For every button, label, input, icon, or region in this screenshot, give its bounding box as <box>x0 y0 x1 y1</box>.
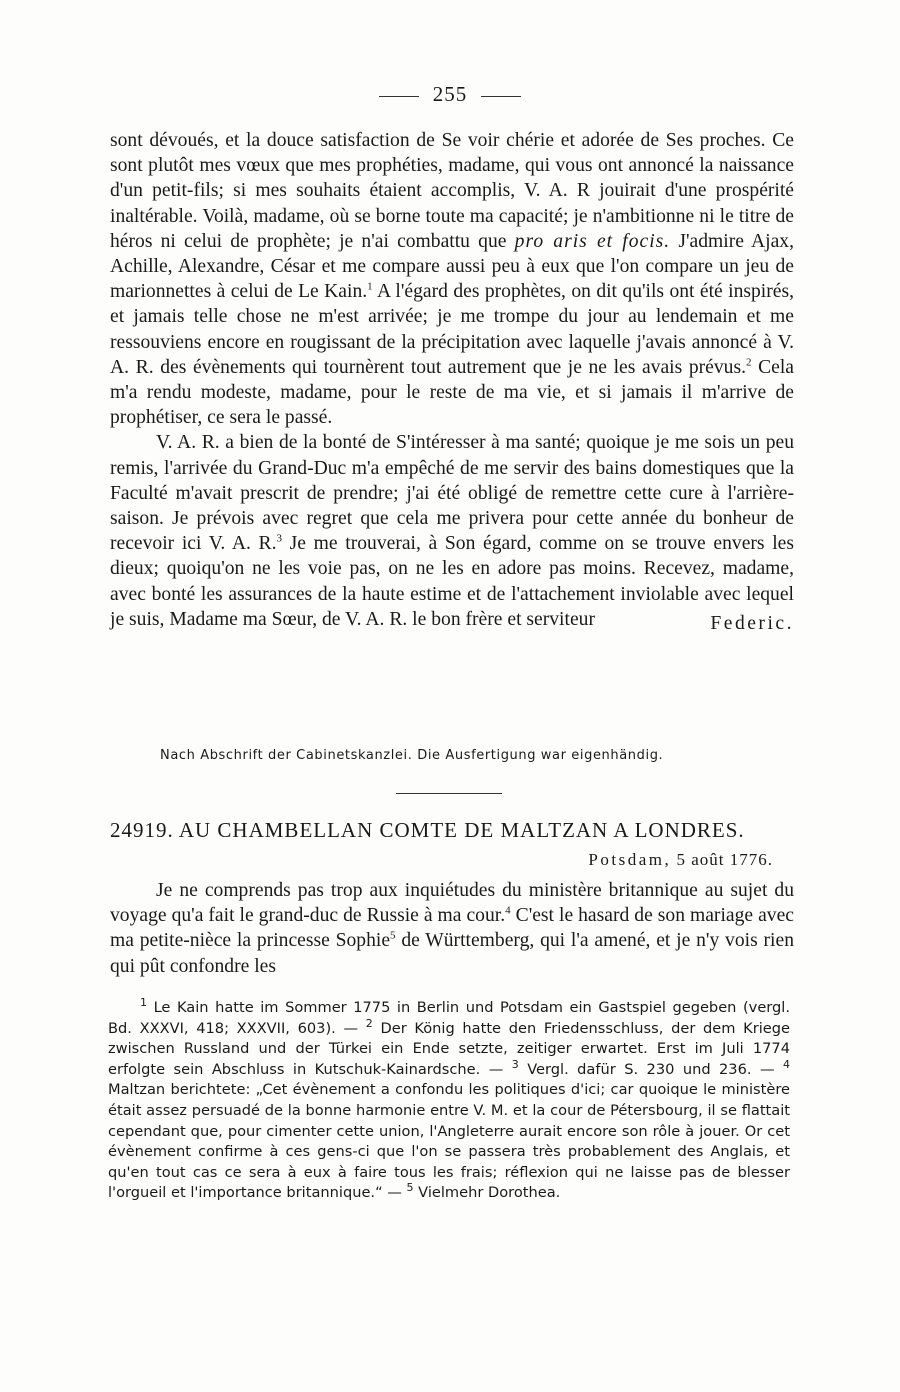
letter-text-segment: Je ne comprends pas trop aux inquiétudes du ministère britannique au sujet du voyage qu'a fait le grand-duc de Russie à ma cour. <box>110 880 794 927</box>
letter-text-segment: C'est le hasard de son mariage avec ma petite-nièce la princesse Sophie <box>110 905 794 952</box>
letter-text-segment: Cela m'a rendu modeste, madame, pour le reste de ma vie, et si jamais il m'arrive de prophétiser, ce sera le passé. <box>110 356 794 429</box>
footnote-4: Maltzan berichtete: „Cet évènement a confondu les politiques d'ici; car quoique le ministère était assez persuadé de la bonne harmonie entre V. M. et la cour de Pétersbourg, il se flattait cependant que, pour cimenter cette union, l'Angleterre aurait encore son rôle à jouer. Or cet évènement confirme à ces gens-ci que l'on se passera très probablement des Anglais, et qu'en tout cas ce sera à eux à faire tous les frais; réflexion qui ne laisse pas de blesser l'orgueil et l'importance britannique.“ — <box>108 1081 790 1202</box>
footnote-3: Vergl. dafür S. 230 und 236. — <box>527 1060 775 1078</box>
dateline <box>588 850 773 870</box>
letter-body <box>110 128 794 636</box>
next-letter-paragraph <box>110 878 794 979</box>
letter-paragraph-1 <box>110 128 794 430</box>
page-number: 255 <box>432 82 468 106</box>
letter-text-segment: A l'égard des prophètes, on dit qu'ils ont été inspirés, et jamais telle chose ne m'est arrivée; je me trompe du jour au lendemain et me ressouviens encore en rougissant de la précipitation avec laquelle j'avais annoncé à V. A. R. des évènements qui tournèrent tout autrement que je ne les avais prévus. <box>110 281 794 378</box>
letter-number: 24919. <box>110 818 174 842</box>
signature: Federic. <box>710 612 794 634</box>
footnotes <box>108 998 790 1204</box>
letter-text-segment: J'admire Ajax, Achille, Alexandre, César et me compare aussi peu à eux que l'on compare un jeu de marionnettes à celui de Le Kain. <box>110 230 794 303</box>
section-divider <box>396 793 502 794</box>
footnote-ref-4: 4 <box>505 904 511 917</box>
header-dash-left <box>379 96 419 97</box>
letter-text-segment: de Württemberg, qui l'a amené, et je n'y vois rien qui pût confondre les <box>110 930 794 977</box>
place: Potsdam, <box>588 850 672 869</box>
letter-paragraph-2 <box>110 430 794 632</box>
letter-heading <box>110 818 794 843</box>
footnote-2: Der König hatte den Friedensschluss, der dem Kriege zwischen Russland und der Türkei ein Ende setzte, zeitiger erwartet. Erst im Juli 1774 erfolgte sein Abschluss in Kutschuk-Kainardsche. — <box>108 1019 791 1078</box>
footnote-5: Vielmehr Dorothea. <box>418 1184 561 1202</box>
footnote-ref-2: 2 <box>745 356 752 369</box>
page-header <box>0 82 900 107</box>
letter-text-segment: sont dévoués, et la douce satisfaction de Se voir chérie et adorée de Ses proches. Ce sont plutôt mes vœux que mes prophéties, madame, qui vous ont annoncé la naissance d'un petit-fils; si mes souhaits étaient accomplis, V. A. R jouirait d'une prospérité inaltérable. Voilà, madame, où se borne toute ma capacité; je n'ambitionne ni le titre de héros ni celui de prophète; je n'ai combattu que <box>110 130 794 252</box>
next-letter-body <box>110 878 794 979</box>
letter-text-segment: Je me trouverai, à Son égard, comme on se trouve envers les dieux; quoiqu'on ne les voie pas, on ne les en adore pas moins. Recevez, madame, avec bonté les assurances de la haute estime et de l'attachement inviolable avec lequel je suis, Madame ma Sœur, de V. A. R. le bon frère et serviteur <box>110 533 794 630</box>
footnote-ref-1: 1 <box>367 280 373 293</box>
footnote-block: $^1$ Le Kain hatte im Sommer 1775 in Berlin und Potsdam ein Gastspiel gegeben (vergl. Bd. XXXVI, 418; XXXVII, 603). — $^2$ Der König hatte den Friedensschluss, der dem Kriege zwischen Russland und der Türkei ein Ende setzte, zeitiger erwartet. Erst im Juli 1774 erfolgte sein Abschluss in Kutschuk-Kainardsche. — $^3$ Vergl. dafür S. 230 und 236. — $^4$ Maltzan berichtete: „Cet évènement a confondu les politiques d'ici; car quoique le ministère était assez persuadé de la bonne harmonie entre V. M. et la cour de Pétersbourg, il se flattait cependant que, pour cimenter cette union, l'Angleterre aurait encore son rôle à jouer. Or cet évènement confirme à ces gens-ci que l'on se passera très probablement des Anglais, et qu'en tout cas ce sera à eux à faire tous les frais; réflexion qui ne laisse pas de blesser l'orgueil et l'importance britannique.“ — $^5$ Vielmehr Dorothea. <box>108 996 791 1202</box>
source-note: Nach Abschrift der Cabinetskanzlei. Die Ausfertigung war eigenhändig. <box>160 748 664 763</box>
footnote-ref-3: 3 <box>276 532 283 545</box>
letter-title: AU CHAMBELLAN COMTE DE MALTZAN A LONDRES. <box>178 818 745 842</box>
footnote-1: Le Kain hatte im Sommer 1775 in Berlin und Potsdam ein Gastspiel gegeben (vergl. Bd. XXXVI, 418; XXXVII, 603). — <box>108 999 790 1037</box>
footnote-ref-5: 5 <box>390 929 396 942</box>
italic-phrase: pro aris et focis. <box>514 230 671 252</box>
header-dash-right <box>481 96 521 97</box>
date: 5 août 1776. <box>676 850 773 869</box>
letter-text-segment: V. A. R. a bien de la bonté de S'intéresser à ma santé; quoique je me sois un peu remis, l'arrivée du Grand-Duc m'a empêché de me servir des bains domestiques que la Faculté m'avait prescrit de prendre; j'ai été obligé de remettre cette cure à l'arrière-saison. Je prévois avec regret que cela me privera pour cette année du bonheur de recevoir ici V. A. R. <box>110 432 794 555</box>
